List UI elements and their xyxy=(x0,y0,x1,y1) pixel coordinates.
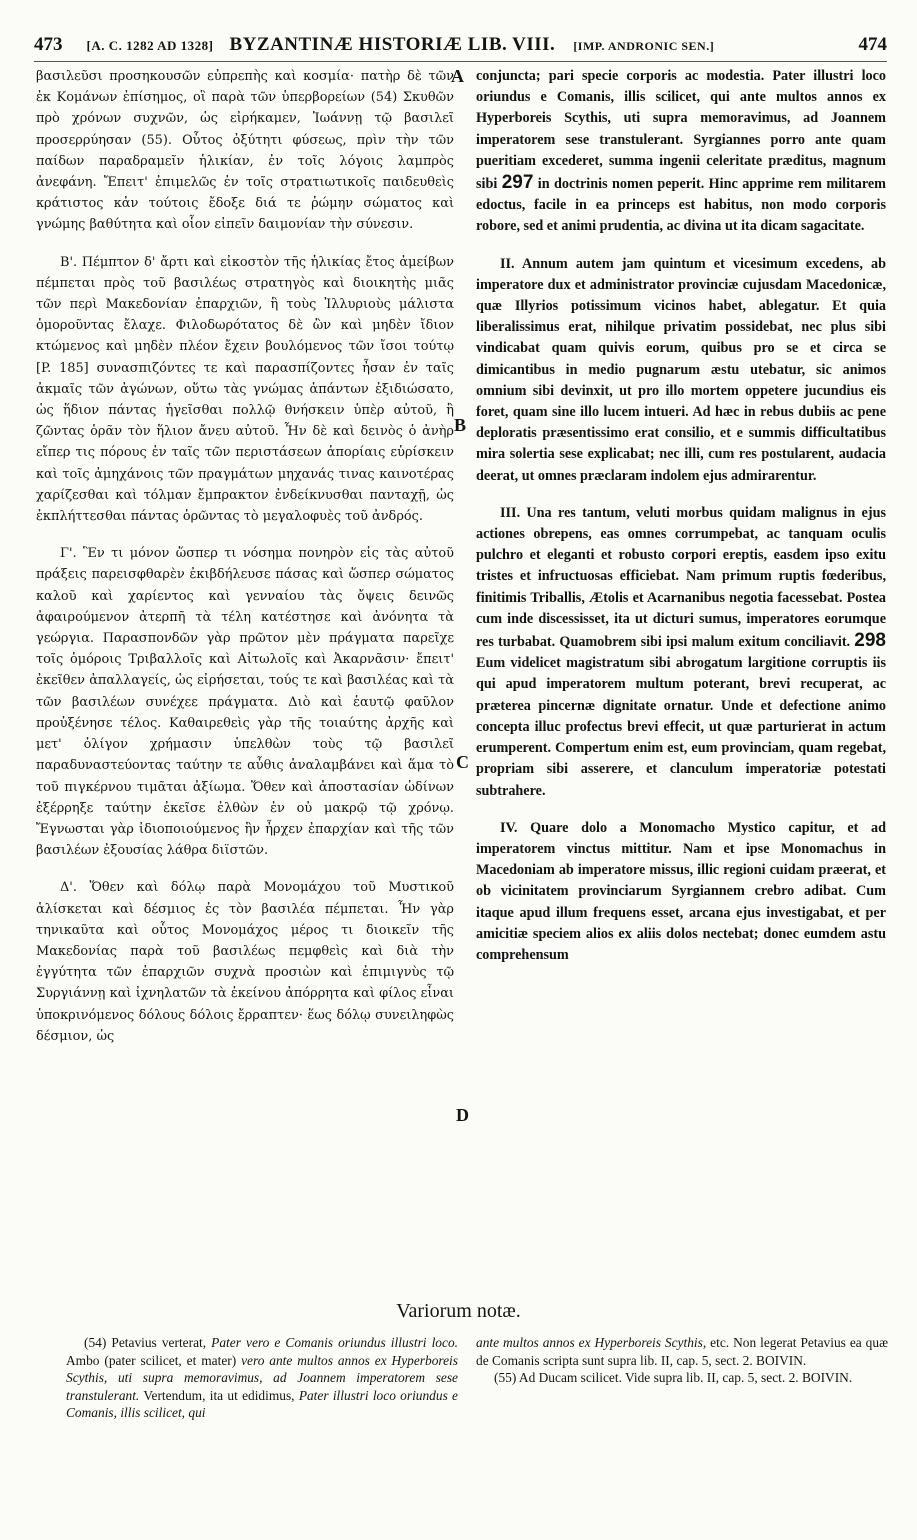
margin-mark-b: B xyxy=(454,415,467,435)
latin-paragraph-3-text-a: III. Una res tantum, veluti morbus quidam malignus in ejus actiones obrepens, eas omnes corrumpebat, ac tanquam oculis pulchro et eleganti et robusto corpori ereptis, easdem ipso exitu tristes et infructuosas efficiebat. Nam primum ruptis fœderibus, finitimis Triballis, Ætolis et Acarnanibus negotia facessebat. Postea cum inde discessisset, ita ut dicturi sumus, imperatores eorumque res turbabat. Quamobrem sibi ipsi malum exitum conciliavit. xyxy=(476,504,886,651)
note-55: (55) Ad Ducam scilicet. Vide supra lib. II, cap. 5, sect. 2. BOIVIN. xyxy=(494,1370,853,1386)
note-54-continued: ante multos annos ex Hyperboreis Scythis, etc. Non legerat Petavius ea quæ de Comanis scripta sunt supra lib. II, cap. 5, sect. 2. BOIVIN. xyxy=(476,1335,888,1368)
margin-mark-c: C xyxy=(456,752,469,772)
margin-mark-d: D xyxy=(456,1105,469,1125)
latin-paragraph-1-text-b: in doctrinis nomen peperit. Hinc apprime rem militarem edoctus, facile in ea princeps est habitus, non modo corporis robore, sed et animi prudentia, ac divina ut ita dicam sagacitate. xyxy=(476,176,886,235)
greek-column xyxy=(36,66,454,1047)
margin-mark-a: A xyxy=(451,66,464,86)
running-title: BYZANTINÆ HISTORIÆ LIB. VIII. xyxy=(229,34,556,55)
notes-title: Variorum notæ. xyxy=(396,1300,521,1322)
date-range: [A. C. 1282 AD 1328] xyxy=(86,38,214,53)
greek-paragraph-3: Γ'. Ἓν τι μόνον ὥσπερ τι νόσημα πονηρὸν εἰς τὰς αὐτοῦ πράξεις παρεισφθαρὲν ἐκιβδήλευσε πάσας καὶ ὥσπερ σώματος καλοῦ καὶ χαρίεντος καὶ γενναίου τὰς ὄψεις δεινῶς ἀφαιρούμενον ἀτερπῆ τὰ τέλη κατέστησε καὶ ἀνόνητα τὰ γεώργια. Παρασπονδῶν γὰρ πρῶτον μὲν πράγματα παρεῖχε τοῖς ὁμόροις Τριβαλλοῖς καὶ Αἰτωλοῖς καὶ Ἀκαρνᾶσιν· ἔπειτ' ἐκεῖθεν ἀπαλλαγείς, ὡς εἰρήσεται, τούς τε καὶ βασιλέας καὶ τὰ τῶν βασιλέων συνέχεε πράγματα. Διὸ καὶ ἑαυτῷ φαῦλον προὐξένησε τέλος. Καθαιρεθεὶς γὰρ τῆς τοιαύτης ἀρχῆς καὶ μετ' ὀλίγον χρήμασιν ὑπελθὼν τοὺς τῷ βασιλεῖ παραδυναστεύοντας ταύτην τε αὖθις ἀναλαμβάνει καὶ ἅμα τὸ τοῦ πιγκέρνου τιμᾶται ἀξίωμα. Ὅθεν καὶ ἀποστασίαν ὠδίνων ἐξέρρηξε ταύτην ἐκεῖσε ἐλθὼν ἐν οὐ μακρῷ τῷ χρόνῳ. Ἔγνωσται γὰρ ἰδιοποιούμενος ἣν ἦρχεν ἐπαρχίαν καὶ τῆς τῶν βασιλέων ἐξουσίας λάθρα διϊστῶν. xyxy=(36,546,454,859)
latin-paragraph-2: II. Annum autem jam quintum et vicesimum excedens, ab imperatore dux et administrator provinciæ cujusdam Macedonicæ, quæ Illyrios potissimum vicinos habet, ablegatur. Et quia liberalissimus erat, nihilque privatim possidebat, nec plus sibi vindicabat quam quivis eorum, quibus pro se et circa se dimicantibus in medio pugnarum æstu utebatur, sic animos omnium sibi devinxit, ut pro illo mortem oppetere jucundius eis foret, quam sine illo lucem intueri. Ad hæc in rebus dubiis ac pene deploratis præsentissimo erat consilio, et e summis difficultatibus mira solertia sese explicabat; nec illi, cum res postularent, audacia deerat, ut omnes præclaram indolem ejus admirarentur. xyxy=(476,255,886,484)
greek-paragraph-1: βασιλεῦσι προσηκουσῶν εὐπρεπὴς καὶ κοσμία· πατὴρ δὲ τῶν ἐκ Κομάνων ἐπίσημος, οἳ παρὰ τῶν ὑπερβορείων (54) Σκυθῶν πρὸ χρόνων συχνῶν, ὡς εἰρήκαμεν, Ἰωάννῃ τῷ βασιλεῖ προσερρύησαν (55). Οὗτος ὀξύτητι φύσεως, πρὶν τὴν τῶν παίδων παραδραμεῖν ἡλικίαν, ἐν τοῖς λόγοις λαμπρὸς ἀνεφάνη. Ἔπειτ' ἐπιμελῶς ἐν τοῖς στρατιωτικοῖς παιδευθεὶς κράτιστος κἀν τούτοις ἔδοξε διά τε ῥώμην σώματος καὶ γνώμης βαθύτητα καὶ οἷον εἰπεῖν δαιμονίαν τὴν σύνεσιν. xyxy=(36,69,454,233)
latin-paragraph-3-text-b: Eum videlicet magistratum sibi abrogatum largitione corruptis iis qui apud imperatorem multum poterant, brevi recuperat, ac præterea pincernæ dignitate ornatur. Unde et defectione animo concepta illuc profectus brevi effecit, ut quæ parturierat in actum erumperent. Compertum enim est, eum provinciam, quam regebat, propriam sibi asserere, et clanculum imperatoriæ potestati subtrahere. xyxy=(476,655,886,799)
greek-paragraph-4: Δ'. Ὅθεν καὶ δόλῳ παρὰ Μονομάχου τοῦ Μυστικοῦ ἁλίσκεται καὶ δέσμιος ἐς τὸν βασιλέα πέμπεται. Ἦν γὰρ τηνικαῦτα καὶ οὗτος Μονομάχος μέρος τι διοικεῖν τῆς Μακεδονίας παρὰ τοῦ βασιλέως πεμφθεὶς καὶ διὰ τὴν ἐγγύτητα τῶν ἐπαρχιῶν συχνὰ προσιὼν καὶ ἐπιμιγνὺς τῷ Συργιάννῃ καὶ ἰχνηλατῶν τὰ ἐκείνου ἀπόρρητα καὶ φίλος εἶναι ὑποκρινόμενος δόλους δόλοις ἔρραπτεν· ἕως δόλῳ συνειληφὼς δέσμιον, ὡς xyxy=(36,880,454,1044)
latin-paragraph-4: IV. Quare dolo a Monomacho Mystico capitur, et ad imperatorem vinctus mittitur. Nam et ipse Monomachus in Macedoniam ab imperatore missus, illic regioni cuidam præerat, et ob vicinitatem provinciarum Syrgiannem crebro adibat. Cum itaque apud illum frequens esset, arcana ejus investigabat, et per amicitiæ speciem alios ex aliis dolos nectebat; donec eumdem astu comprehensum xyxy=(476,819,886,963)
greek-paragraph-2: Β'. Πέμπτον δ' ἄρτι καὶ εἰκοστὸν τῆς ἡλικίας ἔτος ἀμείβων πέμπεται πρὸς τοῦ βασιλέως στρατηγὸς καὶ διοικητὴς μιᾶς τῶν περὶ Μακεδονίαν ἐπαρχιῶν, ἣ τοὺς Ἰλλυριοὺς μάλιστα ὁμοροῦντας ἔλαχε. Φιλοδωρότατος δὲ ὢν καὶ μηδὲν ἴδιον κτώμενος καὶ μηδὲν πλέον ἔχειν βουλόμενος τῶν ἴσοι τούτῳ [P. 185] συνασπιζόντες τε καὶ παρασπίζοντες ἦσαν ἐν ταῖς ἀκμαῖς τῶν ἀγώνων, οὕτω τὰς γνώμας ἁπάντων ἐξιδιώσατο, ὡς ἥδιον πάντας ἡγεῖσθαι πολλῷ θνήσκειν ὑπὲρ αὐτοῦ, ἢ ζῶντας ὁρᾶν τὸν ἥλιον ἄνευ αὐτοῦ. Ἦν δὲ καὶ δεινὸς ὁ ἀνὴρ εἴπερ τις πόρους ἐν ταῖς τῶν περιστάσεων ἀπορίαις εὑρίσκειν καὶ τοῖς ἀμηχάνοις τῶν πραγμάτων μηχανάς τινας καινοτέρας χαρίζεσθαι καὶ τόλμαν ἔμπρακτον ἐνδείκνυσθαι πανταχῇ, ὡς ἐκπλήττεσθαι πάντας ὁρῶντας τὸ μεγαλοφυὲς τοῦ ἀνδρός. xyxy=(36,254,454,525)
running-header xyxy=(34,34,887,60)
latin-column xyxy=(476,66,886,966)
page-number-left: 473 xyxy=(34,34,63,55)
latin-paragraph-3 xyxy=(476,503,886,802)
page-ref-297: 297 xyxy=(501,172,534,194)
header-rule xyxy=(34,61,887,62)
latin-paragraph-1 xyxy=(476,66,886,238)
latin-paragraph-1-text-a: conjuncta; pari specie corporis ac modestia. Pater illustri loco oriundus e Comanis, illis scilicet, qui ante multos annos ex Hyperboreis Scythis, uti supra memoravimus, ad Joannem imperatorem sese transtulerant. Syrgiannes porro ante quam pueritiam excederet, summa ingenii celeritate præditus, magnum sibi xyxy=(476,68,886,193)
notes-right-column xyxy=(476,1334,888,1387)
note-54: (54) Petavius verterat, Pater vero e Comanis oriundus illustri loco. Ambo (pater scilicet, et mater) vero ante multos annos ex Hyperboreis Scythis, uti supra memoravimus, ad Joannem imperatorem sese transtulerant. Vertendum, ita ut edidimus, Pater illustri loco oriundus e Comanis, illis scilicet, qui xyxy=(66,1335,459,1421)
page-number-right: 474 xyxy=(858,34,887,55)
reign-label: [IMP. ANDRONIC SEN.] xyxy=(573,39,715,53)
page-ref-298: 298 xyxy=(854,630,886,652)
notes-left-column xyxy=(66,1334,458,1422)
